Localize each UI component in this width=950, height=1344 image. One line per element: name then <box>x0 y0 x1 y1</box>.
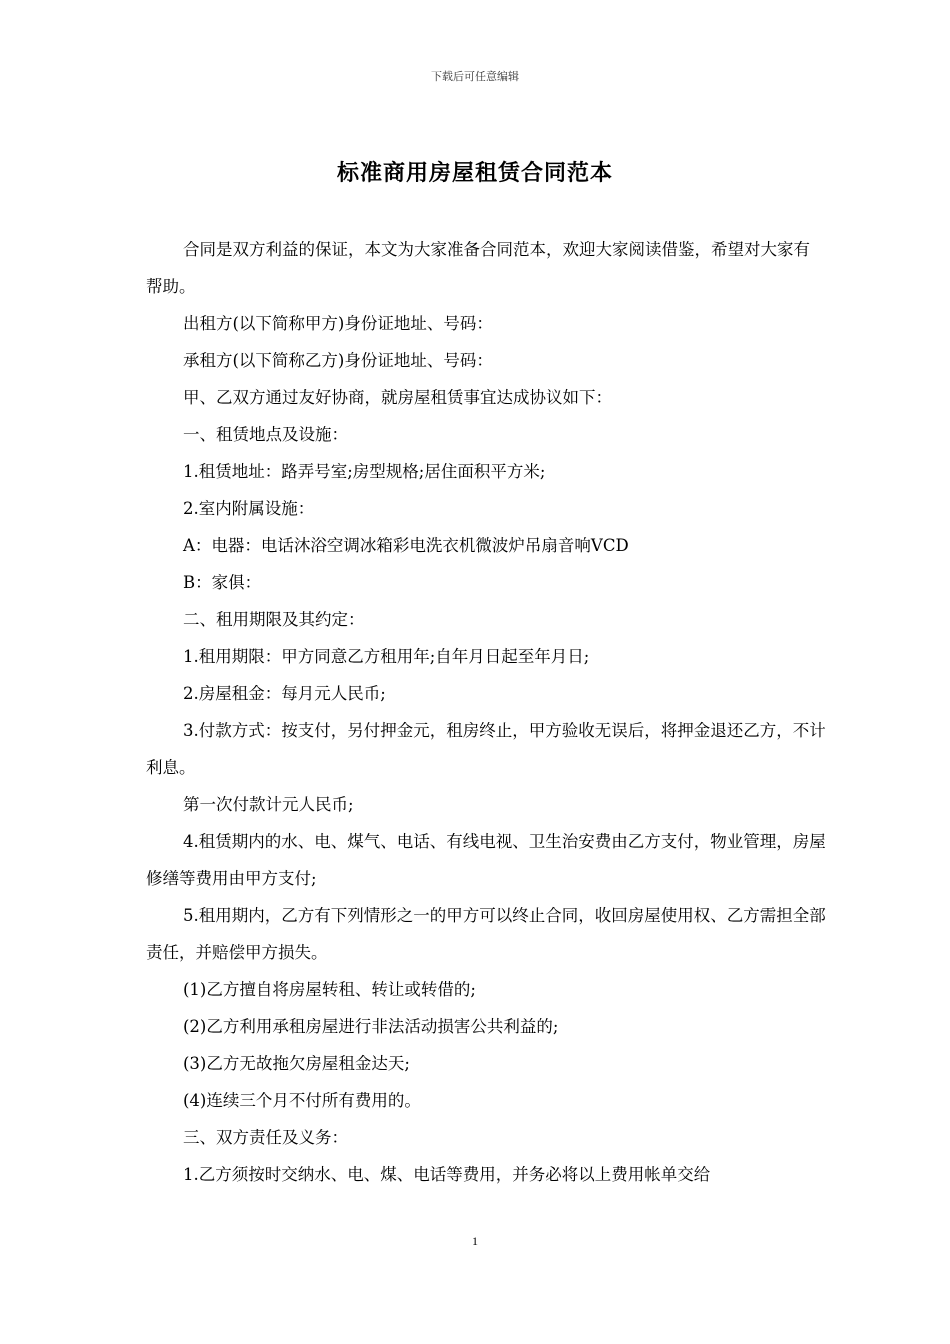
document-body <box>146 231 826 1193</box>
clause-2-5-item-4: (4)连续三个月不付所有费用的。 <box>183 1091 421 1110</box>
clause-1-1: 1.租赁地址：路弄号室;房型规格;居住面积平方米; <box>183 462 546 481</box>
paragraph-agreement: 甲、乙双方通过友好协商，就房屋租赁事宜达成协议如下： <box>183 388 612 407</box>
clause-1-2-b: B：家俱： <box>183 573 262 592</box>
clause-2-3: 3.付款方式：按支付，另付押金元，租房终止，甲方验收无误后，将押金退还乙方，不计利息。 <box>146 721 826 777</box>
page-number: 1 <box>472 1234 478 1248</box>
clause-2-1: 1.租用期限：甲方同意乙方租用年;自年月日起至年月日; <box>183 647 590 666</box>
clause-1-2-a: A：电器：电话沐浴空调冰箱彩电洗衣机微波炉吊扇音响VCD <box>183 536 629 555</box>
clause-2-4: 4.租赁期内的水、电、煤气、电话、有线电视、卫生治安费由乙方支付，物业管理，房屋修缮等费用由甲方支付; <box>146 832 826 888</box>
clause-2-5-item-1: (1)乙方擅自将房屋转租、转让或转借的; <box>183 980 476 999</box>
document-title: 标准商用房屋租赁合同范本 <box>336 161 613 186</box>
clause-3-1: 1.乙方须按时交纳水、电、煤、电话等费用，并务必将以上费用帐单交给 <box>183 1165 711 1184</box>
paragraph-lessee: 承租方(以下简称乙方)身份证地址、号码： <box>183 351 493 370</box>
paragraph-lessor: 出租方(以下简称甲方)身份证地址、号码： <box>183 314 493 333</box>
header-note: 下载后可任意编辑 <box>431 70 519 83</box>
clause-2-3-first-payment: 第一次付款计元人民币; <box>183 795 354 814</box>
clause-2-5: 5.租用期内，乙方有下列情形之一的甲方可以终止合同，收回房屋使用权、乙方需担全部责任，并赔偿甲方损失。 <box>146 906 826 962</box>
clause-2-5-item-2: (2)乙方利用承租房屋进行非法活动损害公共利益的; <box>183 1017 559 1036</box>
section-heading-3: 三、双方责任及义务： <box>183 1128 348 1147</box>
clause-2-5-item-3: (3)乙方无故拖欠房屋租金达天; <box>183 1054 410 1073</box>
section-heading-2: 二、租用期限及其约定： <box>183 610 365 629</box>
clause-2-2: 2.房屋租金：每月元人民币; <box>183 684 386 703</box>
clause-1-2: 2.室内附属设施： <box>183 499 315 518</box>
section-heading-1: 一、租赁地点及设施： <box>183 425 348 444</box>
paragraph-intro: 合同是双方利益的保证，本文为大家准备合同范本，欢迎大家阅读借鉴，希望对大家有帮助。 <box>146 240 810 296</box>
